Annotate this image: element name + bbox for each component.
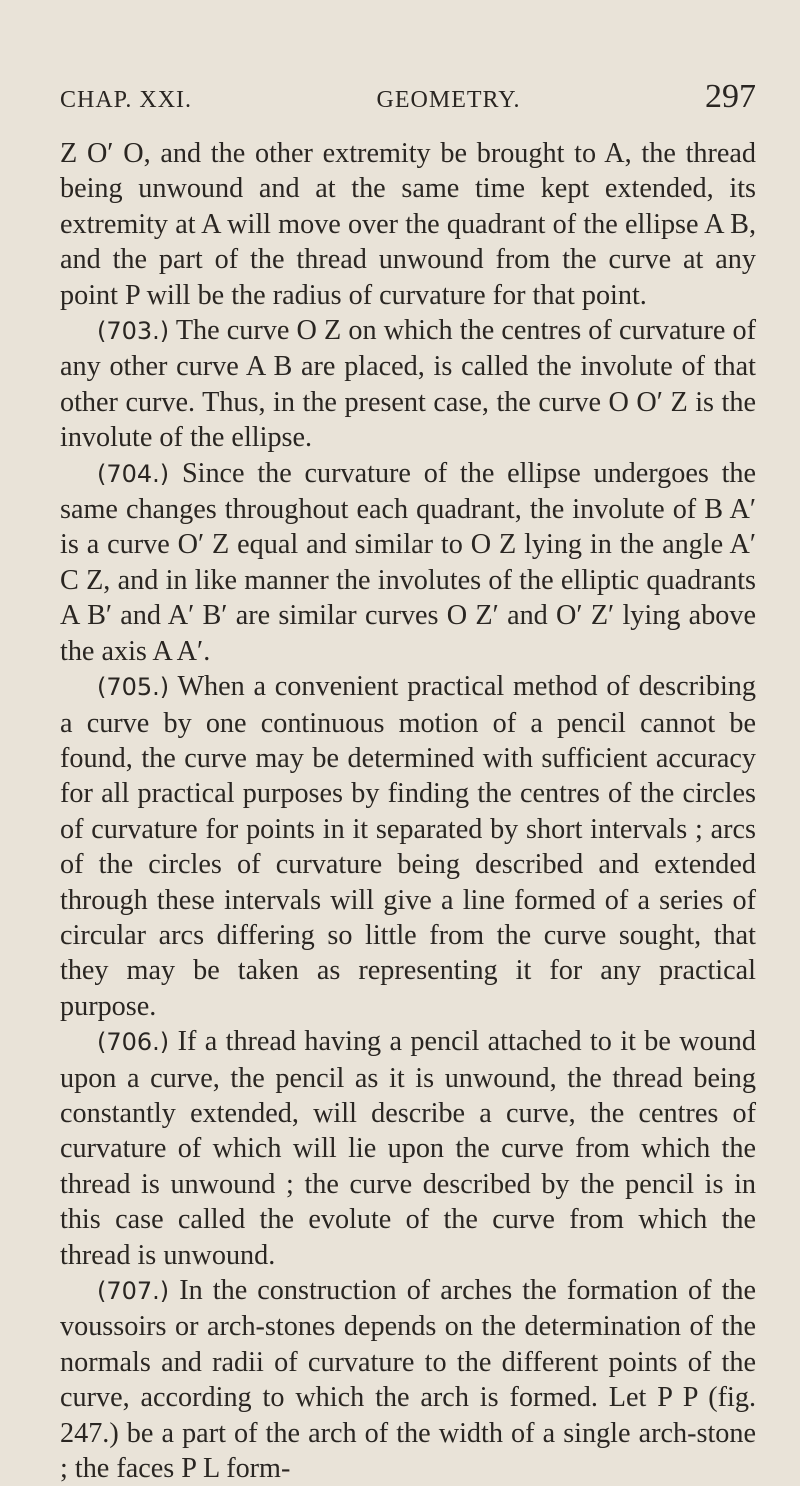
paragraph-706 xyxy=(60,1024,756,1273)
paragraph-continued xyxy=(60,136,756,313)
running-head xyxy=(60,78,756,116)
paragraph-text: The curve O Z on which the centres of curvature of any other curve A B are placed, is called the involute of that other curve. Thus, in the present case, the curve O O′ Z is the involute of the ellipse. xyxy=(60,315,756,454)
paragraph-number: (707.) xyxy=(97,1277,170,1305)
paragraph-number: (706.) xyxy=(97,1028,170,1057)
page-number: 297 xyxy=(704,78,756,115)
paragraph-text: When a convenient practical method of describing a curve by one continuous motion of a pencil cannot be found, the curve may be determined with sufficient accuracy for all practical purposes by finding the centres of the circles of curvature for points in it separated by short intervals ; arcs of the circles of curvature being described and extended through these intervals will give a line formed of a series of circular arcs differing so little from the curve sought, that they may be taken as representing it for any practical purpose. xyxy=(60,671,756,1022)
paragraph-704 xyxy=(60,456,756,669)
body-text xyxy=(60,136,756,1486)
paragraph-text: In the construction of arches the formation of the voussoirs or arch-stones depends on the determination of the normals and radii of curvature to the different points of the curve, according to which the arch is formed. Let P P (fig. 247.) be a part of the arch of the width of a single arch-stone ; the faces P L form- xyxy=(60,1275,757,1485)
running-title: GEOMETRY. xyxy=(376,87,521,113)
paragraph-number: (703.) xyxy=(97,317,170,346)
paragraph-number: (704.) xyxy=(97,459,170,488)
chapter-label: CHAP. XXI. xyxy=(60,87,193,113)
paragraph-number: (705.) xyxy=(97,673,170,702)
paragraph-text: Z O′ O, and the other extremity be brought to A, the thread being unwound and at the same time kept extended, its extremity at A will move over the quadrant of the ellipse A B, and the part of the thread unwound from the curve at any point P will be the radius of curvature for that point. xyxy=(60,138,756,311)
paragraph-707 xyxy=(60,1273,756,1486)
paragraph-705 xyxy=(60,669,756,1024)
paragraph-703 xyxy=(60,313,756,456)
paragraph-text: If a thread having a pencil attached to it be wound upon a curve, the pencil as it is unwound, the thread being constantly extended, will describe a curve, the centres of curvature of which will lie upon the curve from which the thread is unwound ; the curve described by the pencil is in this case called the evolute of the curve from which the thread is unwound. xyxy=(60,1026,756,1271)
paragraph-text: Since the curvature of the ellipse undergoes the same changes throughout each quadrant, the involute of B A′ is a curve O′ Z equal and similar to O Z lying in the angle A′ C Z, and in like manner the involutes of the elliptic quadrants A B′ and A′ B′ are similar curves O Z′ and O′ Z′ lying above the axis A A′. xyxy=(60,457,757,667)
